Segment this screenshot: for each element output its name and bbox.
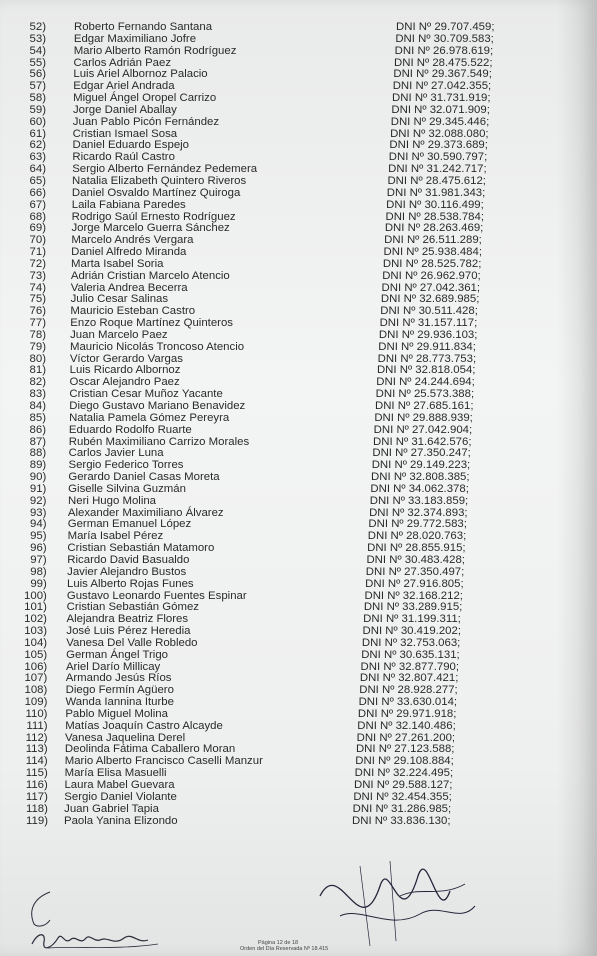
entry-name: Jorge Daniel Aballay <box>72 103 177 116</box>
entry-dni: DNI Nº 29.373.689; <box>389 139 488 152</box>
entry-number: 94) <box>30 518 47 531</box>
list-item <box>0 484 597 496</box>
entry-name: Mario Alberto Francisco Caselli Manzur <box>64 755 263 768</box>
list-item <box>0 709 597 721</box>
entry-dni: DNI Nº 31.286.985; <box>352 802 452 815</box>
entry-dni: DNI Nº 32.088.080; <box>390 127 489 140</box>
entry-dni: DNI Nº 30.709.583; <box>395 32 494 45</box>
entry-number: 119) <box>26 814 48 827</box>
entry-dni: DNI Nº 33.836.130; <box>352 814 451 827</box>
entry-number: 77) <box>29 317 46 330</box>
entry-dni: DNI Nº 31.642.576; <box>373 435 472 448</box>
entry-name: Daniel Osvaldo Martínez Quiroga <box>71 186 241 199</box>
entry-name: María Elisa Masuelli <box>64 767 167 780</box>
entry-name: Edgar Ariel Andrada <box>73 80 175 93</box>
entry-name: Armando Jesús Ríos <box>65 672 172 685</box>
entry-name: Rubén Maximiliano Carrizo Morales <box>68 435 250 448</box>
entry-number: 80) <box>29 352 46 365</box>
entry-number: 64) <box>29 163 46 176</box>
entry-dni: DNI Nº 28.773.753; <box>377 352 477 365</box>
entry-number: 103) <box>24 625 48 638</box>
entry-name: María Isabel Pérez <box>67 530 164 543</box>
entry-name: Luis Ariel Albornoz Palacio <box>73 68 208 81</box>
entry-name: Oscar Alejandro Paez <box>69 376 180 389</box>
entry-number: 79) <box>29 340 46 353</box>
entry-name: German Emanuel López <box>67 518 192 531</box>
entry-name: Daniel Alfredo Miranda <box>71 246 187 259</box>
entry-name: Cristian Sebastián Matamoro <box>67 542 215 555</box>
entry-number: 83) <box>29 388 46 401</box>
entry-number: 118) <box>25 802 48 815</box>
list-item <box>0 46 597 58</box>
list-item <box>0 188 597 200</box>
entry-dni: DNI Nº 29.108.884; <box>355 755 454 768</box>
entry-number: 60) <box>29 115 46 128</box>
entry-number: 55) <box>29 56 46 69</box>
list-item <box>0 638 597 650</box>
entry-number: 104) <box>24 636 48 649</box>
entry-number: 95) <box>30 530 47 543</box>
entry-name: Carlos Adrián Paez <box>73 56 172 69</box>
entry-number: 113) <box>25 743 48 756</box>
list-item <box>0 567 597 579</box>
entry-dni: DNI Nº 30.511.428; <box>380 305 478 318</box>
list-item <box>0 425 597 437</box>
entry-number: 76) <box>29 305 46 318</box>
entry-dni: DNI Nº 32.374.893; <box>369 506 468 519</box>
entry-dni: DNI Nº 31.981.343; <box>386 186 486 199</box>
entry-number: 89) <box>29 459 47 472</box>
entry-name: German Ángel Trigo <box>66 648 169 661</box>
entry-dni: DNI Nº 32.808.385; <box>371 471 470 484</box>
personnel-list <box>0 22 597 827</box>
entry-name: Giselle Silvina Guzmán <box>68 482 186 495</box>
entry-number: 90) <box>29 471 47 484</box>
entry-dni: DNI Nº 34.062.378; <box>370 482 469 495</box>
entry-name: Vanesa Del Valle Robledo <box>66 636 198 649</box>
entry-dni: DNI Nº 32.818.054; <box>376 364 476 377</box>
entry-number: 56) <box>29 68 46 81</box>
entry-name: Ricardo David Basualdo <box>67 553 190 566</box>
entry-number: 62) <box>29 139 46 152</box>
entry-name: Mauricio Nicolás Troncoso Atencio <box>69 340 245 353</box>
entry-name: Cristian Ismael Sosa <box>72 127 178 140</box>
entry-number: 110) <box>25 707 48 720</box>
entry-dni: DNI Nº 29.936.103; <box>378 328 478 341</box>
list-item <box>0 413 597 425</box>
entry-number: 85) <box>29 411 46 424</box>
list-item <box>0 271 597 283</box>
list-item <box>0 650 597 662</box>
entry-dni: DNI Nº 28.475.612; <box>387 174 486 187</box>
entry-dni: DNI Nº 28.020.763; <box>367 530 467 543</box>
entry-dni: DNI Nº 27.042.355; <box>392 80 492 93</box>
entry-number: 67) <box>29 198 46 211</box>
entry-number: 70) <box>29 234 46 247</box>
list-item <box>0 342 597 354</box>
entry-dni: DNI Nº 33.630.014; <box>358 696 458 709</box>
entry-number: 81) <box>29 364 46 377</box>
entry-name: Julio Cesar Salinas <box>70 293 169 306</box>
entry-name: Pablo Miguel Molina <box>65 707 168 720</box>
list-item <box>0 579 597 591</box>
list-item <box>0 34 597 46</box>
entry-dni: DNI Nº 29.888.939; <box>374 411 473 424</box>
entry-number: 73) <box>29 269 46 282</box>
entry-number: 116) <box>25 779 48 791</box>
entry-dni: DNI Nº 30.116.499; <box>386 198 484 211</box>
entry-number: 114) <box>25 755 48 768</box>
entry-number: 91) <box>29 482 47 495</box>
entry-number: 57) <box>29 80 46 93</box>
list-item <box>0 792 597 804</box>
order-reference: Orden del Día Reservada Nº 18.415 <box>240 946 329 952</box>
entry-name: Juan Pablo Picón Fernández <box>72 115 220 128</box>
entry-name: Marcelo Andrés Vergara <box>71 234 194 247</box>
entry-number: 107) <box>24 672 48 685</box>
entry-dni: DNI Nº 31.157.117; <box>379 317 478 330</box>
entry-name: Laila Fabiana Paredes <box>71 198 186 211</box>
entry-number: 66) <box>29 186 46 199</box>
entry-name: Juan Gabriel Tapia <box>64 802 159 815</box>
entry-dni: DNI Nº 29.707.459; <box>396 21 495 33</box>
entry-number: 59) <box>29 103 46 116</box>
entry-dni: DNI Nº 27.042.361; <box>381 281 481 294</box>
entry-number: 69) <box>29 222 46 235</box>
entry-dni: DNI Nº 30.419.202; <box>362 625 462 638</box>
entry-dni: DNI Nº 27.916.805; <box>365 577 464 590</box>
entry-dni: DNI Nº 26.511.289; <box>384 234 482 247</box>
list-item <box>0 804 597 816</box>
entry-name: Enzo Roque Martínez Quinteros <box>70 317 233 330</box>
entry-dni: DNI Nº 28.538.784; <box>385 210 484 223</box>
entry-number: 102) <box>24 613 47 626</box>
entry-dni: DNI Nº 32.807.421; <box>359 672 459 685</box>
entry-dni: DNI Nº 29.772.583; <box>368 518 467 531</box>
signature-mark-left-margin <box>20 890 60 930</box>
entry-name: Neri Hugo Molina <box>68 494 157 507</box>
entry-dni: DNI Nº 26.978.619; <box>394 44 494 57</box>
entry-name: Rodrigo Saúl Ernesto Rodríguez <box>71 210 236 223</box>
entry-name: Diego Gustavo Mariano Benavidez <box>69 400 246 412</box>
entry-number: 109) <box>24 696 48 709</box>
entry-name: Deolinda Fátima Caballero Moran <box>64 743 236 756</box>
entry-name: Cristian Sebastián Gómez <box>66 601 199 614</box>
entry-number: 82) <box>29 376 46 389</box>
entry-name: Vanesa Jaquelina Derel <box>65 731 186 744</box>
entry-number: 100) <box>24 589 47 602</box>
entry-number: 97) <box>30 553 47 566</box>
entry-dni: DNI Nº 30.590.797; <box>388 151 488 164</box>
entry-number: 98) <box>30 565 47 578</box>
entry-name: Matías Joaquín Castro Alcayde <box>65 719 223 732</box>
list-item <box>0 330 597 342</box>
entry-dni: DNI Nº 28.525.782; <box>382 257 482 270</box>
entry-name: Mario Alberto Ramón Rodríguez <box>73 44 237 57</box>
entry-number: 52) <box>29 21 46 33</box>
entry-dni: DNI Nº 33.289.915; <box>363 601 463 614</box>
entry-dni: DNI Nº 28.928.277; <box>359 684 458 697</box>
entry-name: Alexander Maximiliano Álvarez <box>67 506 224 519</box>
entry-dni: DNI Nº 31.242.717; <box>388 163 487 176</box>
entry-dni: DNI Nº 29.588.127; <box>353 779 453 791</box>
entry-name: José Luis Pérez Heredia <box>66 625 191 638</box>
entry-dni: DNI Nº 29.911.834; <box>378 340 476 353</box>
entry-name: Natalia Pamela Gómez Pereyra <box>69 411 230 424</box>
entry-name: Roberto Fernando Santana <box>74 21 213 33</box>
entry-number: 75) <box>29 293 46 306</box>
entry-dni: DNI Nº 32.753.063; <box>361 636 461 649</box>
entry-number: 74) <box>29 281 46 294</box>
list-item <box>0 496 597 508</box>
entry-number: 63) <box>29 151 46 164</box>
entry-name: Sergio Alberto Fernández Pedemera <box>72 163 258 176</box>
entry-name: Alejandra Beatriz Flores <box>66 613 189 626</box>
entry-number: 72) <box>29 257 46 270</box>
entry-dni: DNI Nº 32.689.985; <box>380 293 480 306</box>
entry-name: Valeria Andrea Becerra <box>70 281 188 294</box>
entry-name: Víctor Gerardo Vargas <box>69 352 183 365</box>
entry-number: 108) <box>24 684 48 697</box>
entry-dni: DNI Nº 29.367.549; <box>393 68 492 81</box>
entry-name: Ricardo Raúl Castro <box>72 151 175 164</box>
entry-number: 58) <box>29 92 46 105</box>
entry-dni: DNI Nº 31.731.919; <box>392 92 491 105</box>
entry-dni: DNI Nº 32.454.355; <box>353 790 452 803</box>
entry-name: Gustavo Leonardo Fuentes Espinar <box>66 589 247 602</box>
entry-name: Jorge Marcelo Guerra Sánchez <box>71 222 230 235</box>
entry-name: Wanda Iannina Iturbe <box>65 696 174 709</box>
entry-name: Carlos Javier Luna <box>68 447 164 460</box>
entry-name: Javier Alejandro Bustos <box>67 565 187 578</box>
entry-dni: DNI Nº 30.483.428; <box>366 553 465 566</box>
entry-name: Marta Isabel Soria <box>71 257 164 270</box>
entry-name: Luis Alberto Rojas Funes <box>66 577 194 590</box>
entry-number: 68) <box>29 210 46 223</box>
entry-dni: DNI Nº 32.168.212; <box>364 589 463 602</box>
entry-dni: DNI Nº 28.263.469; <box>384 222 484 235</box>
list-item <box>0 259 597 271</box>
entry-number: 65) <box>29 174 46 187</box>
entry-dni: DNI Nº 25.938.484; <box>383 246 483 259</box>
entry-name: Sergio Daniel Violante <box>64 790 177 803</box>
entry-number: 71) <box>29 246 46 259</box>
entry-dni: DNI Nº 32.877.790; <box>360 660 460 673</box>
entry-number: 117) <box>25 790 48 803</box>
list-item <box>0 721 597 733</box>
entry-dni: DNI Nº 32.224.495; <box>354 767 454 780</box>
entry-number: 86) <box>29 423 47 436</box>
entry-dni: DNI Nº 32.071.909; <box>391 103 490 116</box>
entry-dni: DNI Nº 30.635.131; <box>361 648 460 661</box>
entry-number: 54) <box>29 44 46 57</box>
entry-number: 53) <box>29 32 46 45</box>
entry-number: 92) <box>29 494 47 507</box>
entry-name: Daniel Eduardo Espejo <box>72 139 190 152</box>
entry-dni: DNI Nº 27.350.497; <box>365 565 465 578</box>
entry-name: Paola Yanina Elizondo <box>64 814 178 827</box>
list-item <box>0 105 597 117</box>
entry-dni: DNI Nº 24.244.694; <box>376 376 475 389</box>
entry-dni: DNI Nº 27.123.588; <box>355 743 455 756</box>
entry-number: 112) <box>25 731 48 744</box>
entry-dni: DNI Nº 29.971.918; <box>357 707 457 720</box>
entry-dni: DNI Nº 26.962.970; <box>382 269 481 282</box>
entry-dni: DNI Nº 27.350.247; <box>372 447 471 460</box>
entry-dni: DNI Nº 32.140.486; <box>357 719 456 732</box>
entry-number: 84) <box>29 400 46 412</box>
entry-name: Edgar Maximiliano Jofre <box>73 32 197 45</box>
entry-dni: DNI Nº 28.475.522; <box>394 56 493 69</box>
entry-dni: DNI Nº 28.855.915; <box>367 542 466 555</box>
entry-name: Miguel Ángel Oropel Carrizo <box>73 92 217 105</box>
entry-name: Mauricio Esteban Castro <box>70 305 196 318</box>
entry-number: 96) <box>30 542 47 555</box>
entry-name: Sergio Federico Torres <box>68 459 184 472</box>
list-item <box>0 816 597 828</box>
entry-dni: DNI Nº 25.573.388; <box>375 388 475 401</box>
entry-number: 105) <box>24 648 48 661</box>
entry-number: 101) <box>24 601 47 614</box>
entry-dni: DNI Nº 27.261.200; <box>356 731 456 744</box>
entry-dni: DNI Nº 27.685.161; <box>374 400 474 412</box>
entry-number: 88) <box>29 447 47 460</box>
entry-dni: DNI Nº 31.199.311; <box>363 613 461 626</box>
entry-number: 99) <box>30 577 47 590</box>
entry-name: Ariel Darío Millicay <box>65 660 161 673</box>
entry-number: 93) <box>29 506 47 519</box>
entry-name: Luis Ricardo Albornoz <box>69 364 181 377</box>
entry-name: Cristian Cesar Muñoz Yacante <box>69 388 223 401</box>
page-number: Página 12 de 18 <box>258 940 299 946</box>
entry-dni: DNI Nº 29.345.446; <box>390 115 490 128</box>
entry-name: Laura Mabel Guevara <box>64 779 175 791</box>
entry-dni: DNI Nº 27.042.904; <box>373 423 473 436</box>
page-edge-shadow <box>557 0 597 956</box>
entry-number: 78) <box>29 328 46 341</box>
entry-dni: DNI Nº 33.183.859; <box>369 494 469 507</box>
entry-name: Gerardo Daniel Casas Moreta <box>68 471 220 484</box>
entry-number: 87) <box>29 435 47 448</box>
entry-number: 115) <box>25 767 48 780</box>
entry-number: 111) <box>26 719 48 732</box>
entry-name: Eduardo Rodolfo Ruarte <box>68 423 192 436</box>
entry-number: 106) <box>24 660 48 673</box>
entry-dni: DNI Nº 29.149.223; <box>371 459 471 472</box>
entry-name: Diego Fermín Agüero <box>65 684 174 697</box>
page-footer <box>0 936 597 956</box>
entry-name: Juan Marcelo Paez <box>70 328 168 341</box>
list-item <box>0 117 597 129</box>
entry-name: Natalia Elizabeth Quintero Riveros <box>72 174 247 187</box>
list-item <box>0 200 597 212</box>
entry-number: 61) <box>29 127 46 140</box>
entry-name: Adrián Cristian Marcelo Atencio <box>70 269 230 282</box>
